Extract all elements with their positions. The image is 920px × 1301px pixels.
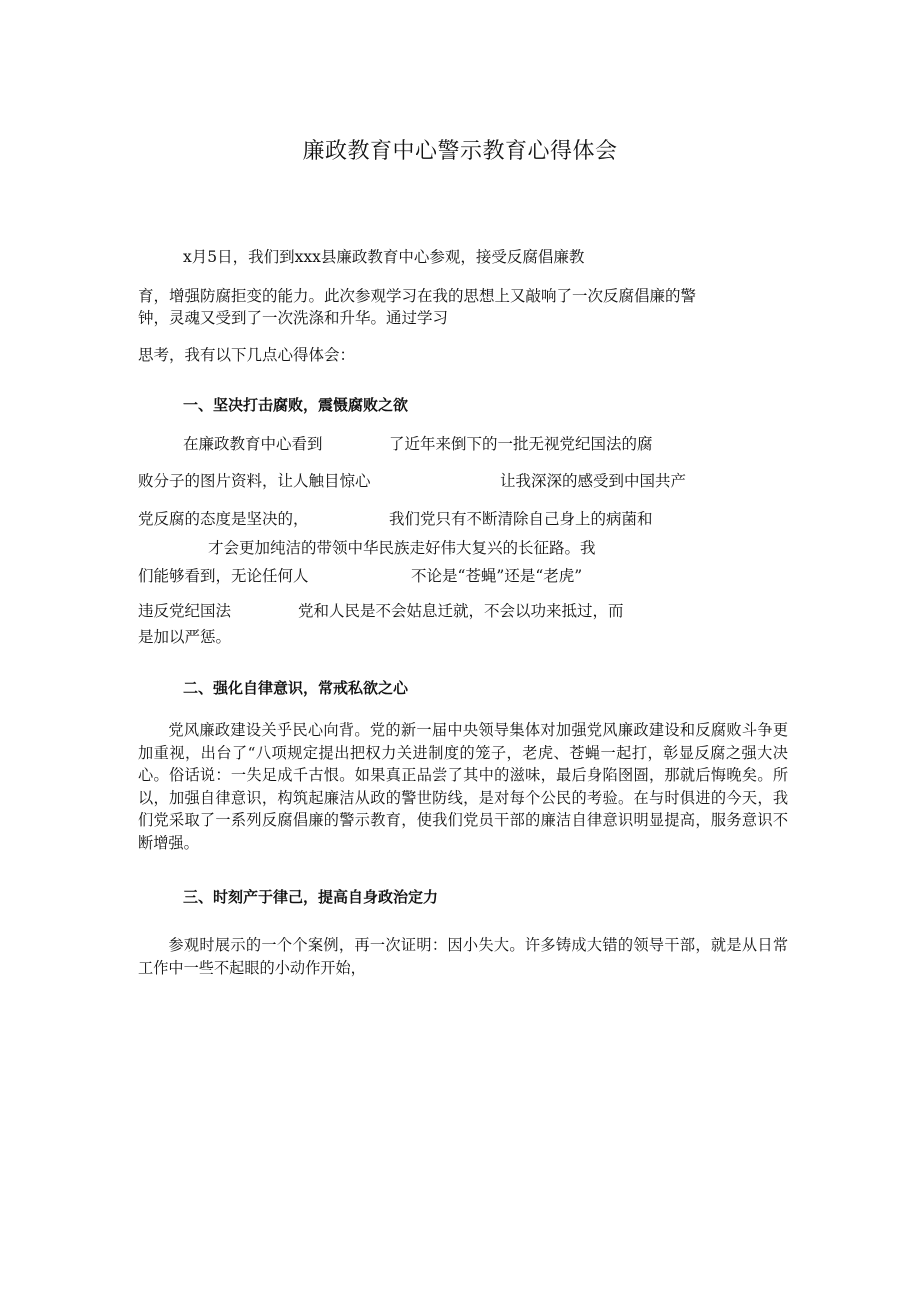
section-1-line-4: 才会更加纯洁的带领中华民族走好伟大复兴的长征路。我 [208,539,596,557]
section-1-line-1b: 了近年来倒下的一批无视党纪国法的腐 [389,435,653,453]
section-1-line-2a: 败分子的图片资料，让人触目惊心 [138,472,371,490]
section-1-line-3b: 我们党只有不断清除自己身上的病菌和 [389,510,653,528]
section-3-heading: 三、时刻产于律己，提高自身政治定力 [183,888,439,906]
section-1-line-1a: 在廉政教育中心看到 [183,435,323,453]
section-1-line-3a: 党反腐的态度是坚决的， [138,510,309,528]
section-1-line-5a: 们能够看到，无论任何人 [138,567,309,585]
section-1-line-6a: 违反党纪国法 [138,602,232,620]
intro-line-2: 育，增强防腐拒变的能力。此次参观学习在我的思想上又敲响了一次反腐倡廉的警 [138,287,697,305]
section-1-line-5b: 不论是“苍蝇”还是“老虎” [411,567,583,585]
section-1-line-2b: 让我深深的感受到中国共产 [500,472,687,490]
document-title: 廉政教育中心警示教育心得体会 [302,139,618,164]
intro-line-1: x月5日，我们到xxx县廉政教育中心参观，接受反腐倡廉教 [183,248,585,266]
intro-line-3: 钟，灵魂又受到了一次洗涤和升华。通过学习 [138,309,449,327]
section-1-heading: 一、坚决打击腐败，震慑腐败之欲 [183,396,409,414]
section-1-line-6b: 党和人民是不会姑息迁就，不会以功来抵过，而 [298,602,624,620]
section-2-heading: 二、强化自律意识，常戒私欲之心 [183,679,409,697]
section-2-paragraph: 党风廉政建设关乎民心向背。党的新一届中央领导集体对加强党风廉政建设和反腐败斗争更加重视，出台了“八项规定提出把权力关进制度的笼子，老虎、苍蝇一起打，彰显反腐之强大决心。俗话说：一失足成千古恨。如果真正品尝了其中的滋味，最后身陷囹圄，那就后悔晚矣。所以，加强自律意识，构筑起廉洁从政的警世防线，是对每个公民的考验。在与时俱进的今天，我们党采取了一系列反腐倡廉的警示教育，使我们党员干部的廉洁自律意识明显提高，服务意识不断增强。 [138,721,788,852]
section-1-line-7: 是加以严惩。 [138,628,232,646]
section-3-paragraph: 参观时展示的一个个案例，再一次证明：因小失大。许多铸成大错的领导干部，就是从日常工作中一些不起眼的小动作开始， [138,936,788,977]
intro-line-4: 思考，我有以下几点心得体会： [138,346,356,364]
